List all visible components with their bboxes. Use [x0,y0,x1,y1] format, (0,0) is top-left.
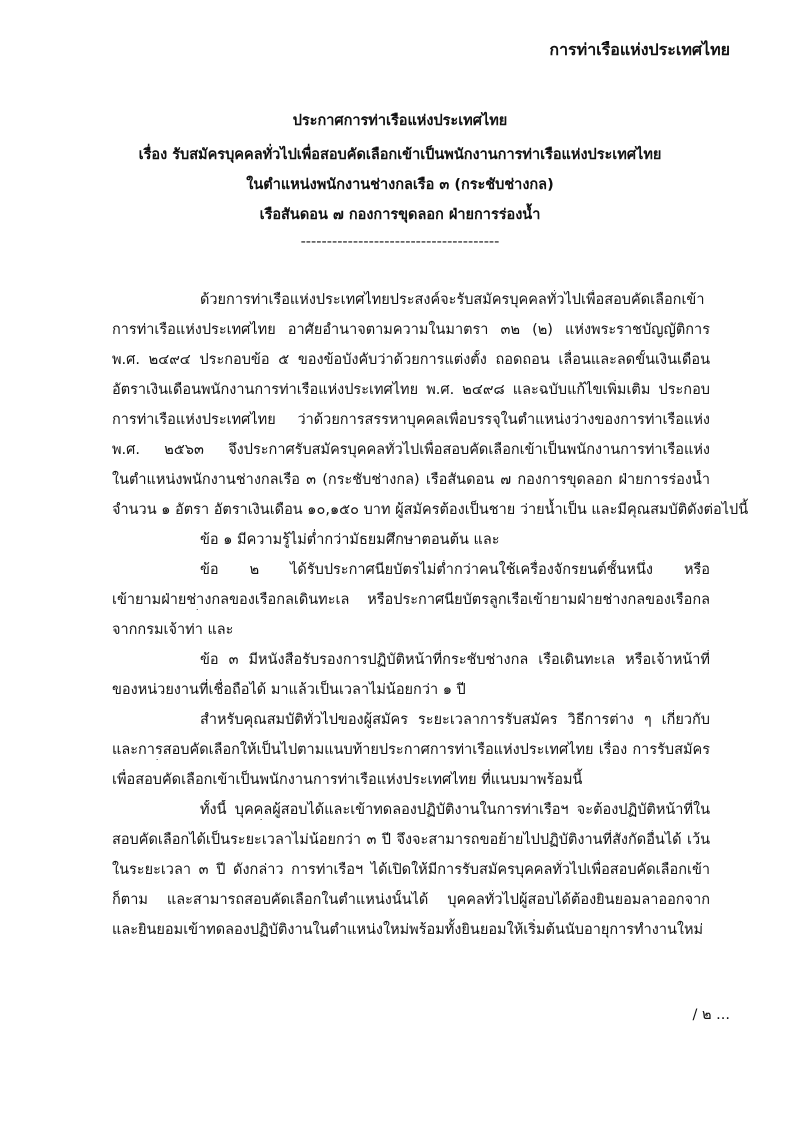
body-line: จำนวน ๑ อัตรา อัตราเงินเดือน ๑๐,๑๕๐ บาท ผู้สมัครต้องเป็นชาย ว่ายน้ำเป็น และมีคุณสมบัติดังต่อไปนี้ [112,502,749,518]
body-line: ของหน่วยงานที่เชื่อถือได้ มาแล้วเป็นเวลาไม่น้อยกว่า ๑ ปี [112,682,466,698]
body-line: ก็ตาม และสามารถสอบคัดเลือกในตำแหน่งนั้นได้ บุคคลทั่วไปผู้สอบได้ต้องยินยอมลาออกจาก [112,892,710,908]
body-line: ในระยะเวลา ๓ ปี ดังกล่าว การท่าเรือฯ ได้เปิดให้มีการรับสมัครบุคคลทั่วไปเพื่อสอบคัดเลือกเข้า [112,862,710,878]
body-line: การท่าเรือแห่งประเทศไทย ว่าด้วยการสรรหาบุคคลเพื่อบรรจุในตำแหน่งว่างของการท่าเรือแห่ง [112,412,710,428]
body-line: พ.ศ. ๒๔๙๔ ประกอบข้อ ๕ ของข้อบังคับว่าด้วยการแต่งตั้ง ถอดถอน เลื่อนและลดขั้นเงินเดือน [112,352,710,368]
body-line: ในตำแหน่งพนักงานช่างกลเรือ ๓ (กระชับช่างกล) เรือสันดอน ๗ กองการขุดลอก ฝ่ายการร่องน้ำ [112,472,710,488]
department-line: เรือสันดอน ๗ กองการขุดลอก ฝ่ายการร่องน้ำ [259,207,541,223]
qualification-2: ข้อ ๒ ได้รับประกาศนียบัตรไม่ต่ำกว่าคนใช้เครื่องจักรยนต์ชั้นหนึ่ง หรือ [200,562,710,578]
body-line: จากกรมเจ้าท่า และ [112,622,234,638]
body-line: พ.ศ. ๒๕๖๓ จึงประกาศรับสมัครบุคคลทั่วไปเพื่อสอบคัดเลือกเข้าเป็นพนักงานการท่าเรือแห่ง [112,442,710,458]
body-line: สำหรับคุณสมบัติทั่วไปของผู้สมัคร ระยะเวลาการรับสมัคร วิธีการต่าง ๆ เกี่ยวกับ [200,712,710,728]
qualification-1: ข้อ ๑ มีความรู้ไม่ต่ำกว่ามัธยมศึกษาตอนต้น และ [200,532,500,548]
body-line: และการสอบคัดเลือกให้เป็นไปตามแนบท้ายประกาศการท่าเรือแห่งประเทศไทย เรื่อง การรับสมัคร [112,742,710,758]
body-line: อัตราเงินเดือนพนักงานการท่าเรือแห่งประเทศไทย พ.ศ. ๒๔๙๘ และฉบับแก้ไขเพิ่มเติม ประกอบ [112,382,710,398]
body-line: สอบคัดเลือกได้เป็นระยะเวลาไม่น้อยกว่า ๓ ปี จึงจะสามารถขอย้ายไปปฏิบัติงานที่สังกัดอื่นได้ เว้น [112,832,710,848]
body-line: และยินยอมเข้าทดลองปฏิบัติงานในตำแหน่งใหม่พร้อมทั้งยินยอมให้เริ่มต้นนับอายุการทำงานใหม่ [112,922,704,938]
body-line: เพื่อสอบคัดเลือกเข้าเป็นพนักงานการท่าเรือแห่งประเทศไทย ที่แนบมาพร้อมนี้ [112,772,583,788]
separator-dashes: -------------------------------------- [300,234,500,250]
qualification-3: ข้อ ๓ มีหนังสือรับรองการปฏิบัติหน้าที่กระชับช่างกล เรือเดินทะเล หรือเจ้าหน้าที่ [200,652,710,668]
body-line: เข้ายามฝ่ายช่างกลของเรือกลเดินทะเล หรือประกาศนียบัตรลูกเรือเข้ายามฝ่ายช่างกลของเรือกล [112,592,710,608]
body-line: ทั้งนี้ บุคคลผู้สอบได้และเข้าทดลองปฏิบัติงานในการท่าเรือฯ จะต้องปฏิบัติหน้าที่ใน [200,802,710,818]
organization-header: การท่าเรือแห่งประเทศไทย [549,40,730,59]
body-line: การท่าเรือแห่งประเทศไทย อาศัยอำนาจตามความในมาตรา ๓๒ (๒) แห่งพระราชบัญญัติการ [112,322,710,338]
subject-line: เรื่อง รับสมัครบุคคลทั่วไปเพื่อสอบคัดเลือกเข้าเป็นพนักงานการท่าเรือแห่งประเทศไทย [138,147,662,163]
position-line: ในตำแหน่งพนักงานช่างกลเรือ ๓ (กระชับช่างกล) [246,177,554,193]
page-continuation: / ๒ ... [692,1007,730,1023]
announcement-title: ประกาศการท่าเรือแห่งประเทศไทย [292,113,508,129]
body-line: ด้วยการท่าเรือแห่งประเทศไทยประสงค์จะรับสมัครบุคคลทั่วไปเพื่อสอบคัดเลือกเข้า [200,292,705,308]
